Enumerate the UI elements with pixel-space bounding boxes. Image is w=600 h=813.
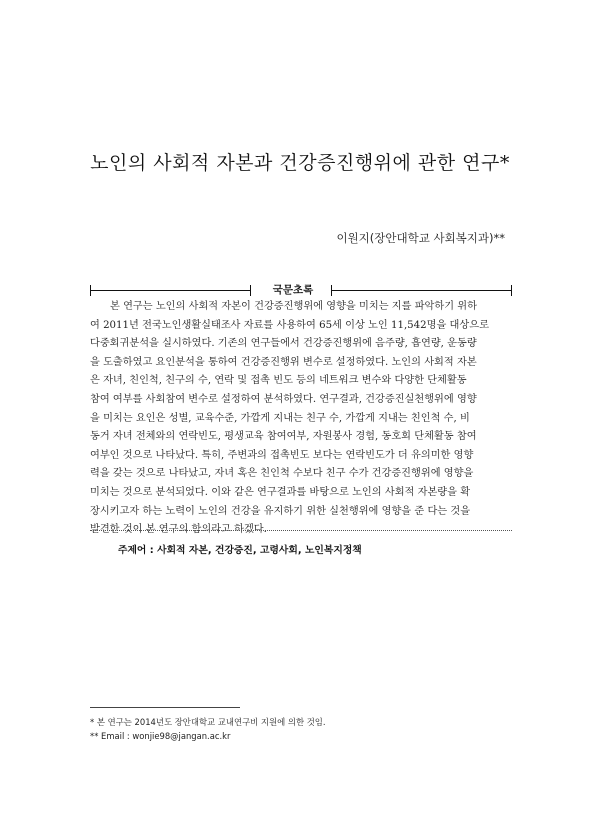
abstract-line: 여 2011년 전국노인생활실태조사 자료를 사용하여 65세 이상 노인 11,542명을 대상으로 (90, 319, 489, 331)
abstract-heading-bar (90, 280, 512, 300)
author-affiliation: 이원지(장안대학교 사회복지과)** (336, 231, 505, 245)
footnotes (90, 715, 326, 743)
footnote-email: ** Email : wonjie98@jangan.ac.kr (90, 731, 231, 741)
abstract-heading: 국문초록 (272, 284, 314, 296)
abstract-line: 장시키고자 하는 노력이 노인의 건강을 유지하기 위한 실천행위에 영향을 준 다는 것을 (90, 505, 471, 517)
abstract-divider (90, 530, 512, 531)
abstract-line: 미치는 것으로 분석되었다. 이와 같은 연구결과를 바탕으로 노인의 사회적 자본량을 확 (90, 486, 471, 498)
abstract-line: 은 자녀, 친인척, 친구의 수, 연락 및 접촉 빈도 등의 네트워크 변수와 다양한 단체활동 (90, 375, 467, 387)
paper-title: 노인의 사회적 자본과 건강증진행위에 관한 연구* (90, 152, 510, 174)
heading-bar-right-cap (511, 285, 512, 296)
abstract-line: 을 도출하였고 요인분석을 통하여 건강증진행위 변수로 설정하였다. 노인의 사회적 자본 (90, 356, 477, 368)
abstract-line: 다중회귀분석을 실시하였다. 기존의 연구들에서 건강증진행위에 음주량, 흡연량, 운동량 (90, 338, 477, 350)
footnote-rule (90, 707, 240, 708)
abstract-line: 력을 갖는 것으로 나타났고, 자녀 혹은 친인척 수보다 친구 수가 건강증진행위에 영향을 (90, 468, 474, 480)
footnote-funding: * 본 연구는 2014년도 장안대학교 교내연구비 지원에 의한 것임. (90, 717, 326, 727)
heading-rule-left (90, 290, 250, 291)
abstract-line: 참여 여부를 사회참여 변수로 설정하여 분석하였다. 연구결과, 건강증진실천행위에 영향 (90, 393, 477, 405)
abstract-line: 본 연구는 노인의 사회적 자본이 건강증진행위에 영향을 미치는 지를 파악하기 위하 (110, 301, 477, 312)
heading-rule-right (332, 290, 512, 291)
heading-mark-left (250, 285, 251, 296)
abstract-line: 여부인 것으로 나타났다. 특히, 주변과의 접촉빈도 보다는 연락빈도가 더 유의미한 영향 (90, 449, 474, 461)
keywords: 주제어 : 사회적 자본, 건강증진, 고령사회, 노인복지정책 (118, 545, 362, 556)
abstract-line: 을 미치는 요인은 성별, 교육수준, 가깝게 지내는 친구 수, 가깝게 지내는 친인척 수, 비 (90, 412, 470, 424)
abstract-line: 발견한 것이 본 연구의 함의라고 하겠다. (90, 524, 267, 536)
abstract-line: 동거 자녀 전체와의 연락빈도, 평생교육 참여여부, 자원봉사 경험, 동호회 단체활동 참여 (90, 431, 477, 443)
abstract-body (90, 298, 512, 540)
